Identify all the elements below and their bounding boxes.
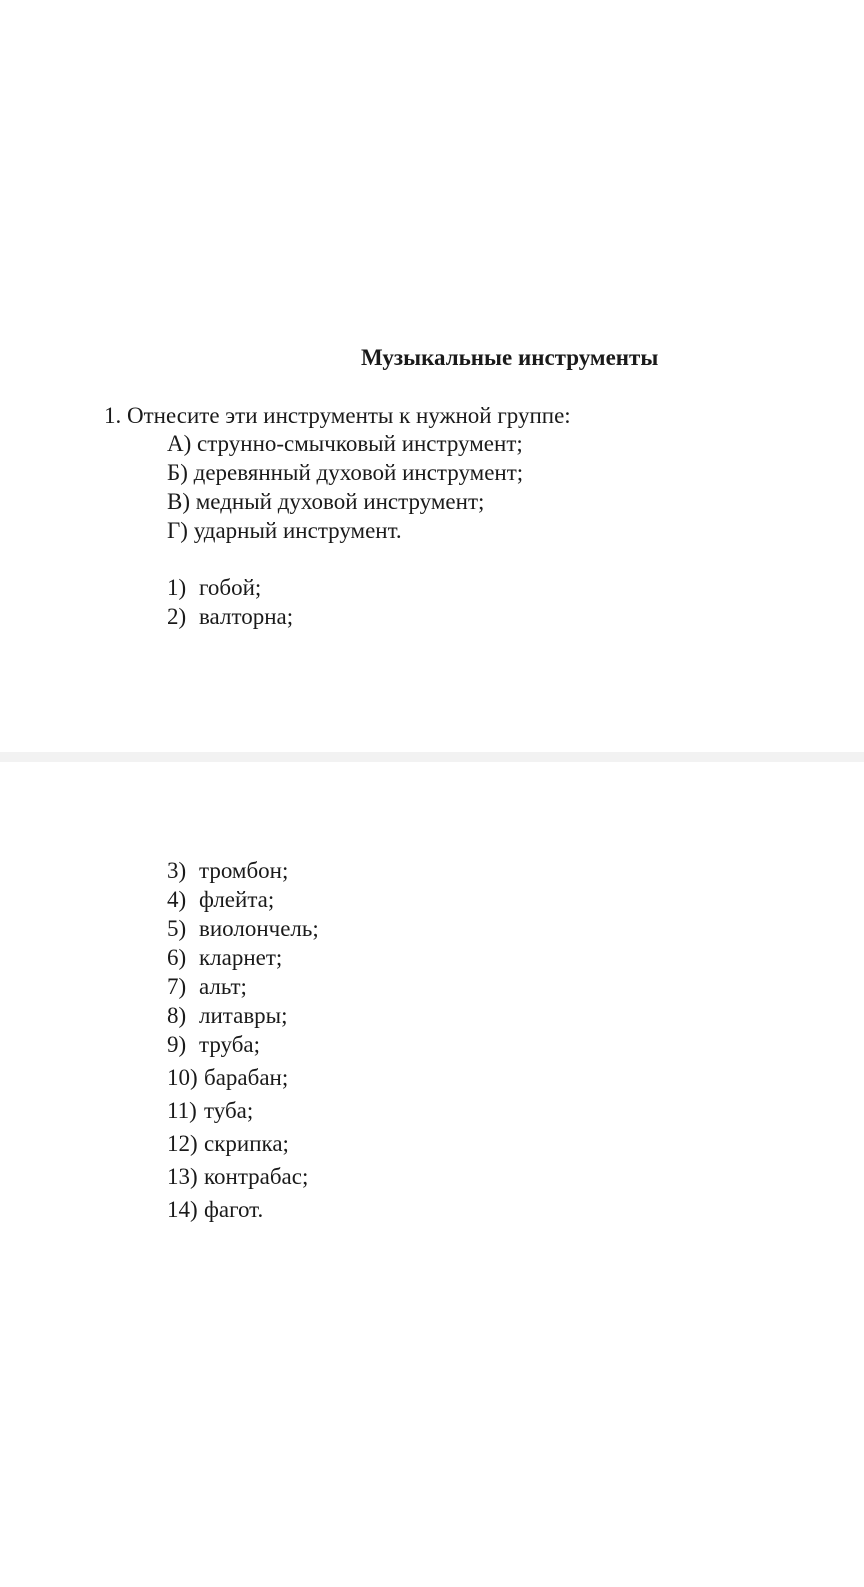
- list-item-label: фагот.: [204, 1197, 264, 1222]
- list-item-number: 12): [167, 1131, 198, 1156]
- list-item-label: флейта;: [199, 887, 275, 912]
- group-option-a: А) струнно-смычковый инструмент;: [167, 431, 523, 456]
- list-item-number: 4): [167, 887, 187, 912]
- list-item-number: 7): [167, 974, 187, 999]
- list-item-number: 3): [167, 858, 187, 883]
- list-item-number: 9): [167, 1032, 187, 1057]
- list-item-number: 5): [167, 916, 187, 941]
- list-item-label: труба;: [199, 1032, 261, 1057]
- list-item: [167, 1002, 288, 1030]
- list-item: [167, 1163, 308, 1191]
- list-item-number: 1): [167, 575, 187, 600]
- list-item-label: литавры;: [199, 1003, 288, 1028]
- group-option-d: Г) ударный инструмент.: [167, 518, 402, 543]
- list-item-number: 10): [167, 1065, 198, 1090]
- group-option-c: В) медный духовой инструмент;: [167, 489, 485, 514]
- list-item-label: гобой;: [199, 575, 262, 600]
- question-text: 1. Отнесите эти инструменты к нужной группе:: [104, 403, 571, 428]
- list-item: [167, 973, 247, 1001]
- document-page-2: [0, 762, 864, 1587]
- page-separator: [0, 752, 864, 762]
- list-item: [167, 915, 319, 943]
- list-item-label: виолончель;: [199, 916, 319, 941]
- list-item-number: 14): [167, 1197, 198, 1222]
- list-item: [167, 857, 288, 885]
- list-item: [167, 1064, 288, 1092]
- list-item-label: скрипка;: [204, 1131, 289, 1156]
- document-title: Музыкальные инструменты: [361, 345, 659, 370]
- list-item-label: контрабас;: [204, 1164, 309, 1189]
- list-item-number: 11): [167, 1098, 197, 1123]
- list-item: [167, 1097, 253, 1125]
- list-item-number: 13): [167, 1164, 198, 1189]
- list-item: [167, 574, 261, 602]
- list-item-number: 2): [167, 604, 187, 629]
- list-item-label: альт;: [199, 974, 247, 999]
- list-item: [167, 1196, 263, 1224]
- list-item: [167, 944, 282, 972]
- list-item: [167, 886, 274, 914]
- list-item-label: валторна;: [199, 604, 294, 629]
- list-item: [167, 1130, 289, 1158]
- list-item-label: туба;: [204, 1098, 254, 1123]
- list-item-number: 6): [167, 945, 187, 970]
- list-item-label: барабан;: [204, 1065, 289, 1090]
- list-item: [167, 603, 293, 631]
- group-option-b: Б) деревянный духовой инструмент;: [167, 460, 524, 485]
- list-item-label: кларнет;: [199, 945, 283, 970]
- list-item-number: 8): [167, 1003, 187, 1028]
- document-page-1: [0, 0, 864, 752]
- list-item: [167, 1031, 260, 1059]
- list-item-label: тромбон;: [199, 858, 289, 883]
